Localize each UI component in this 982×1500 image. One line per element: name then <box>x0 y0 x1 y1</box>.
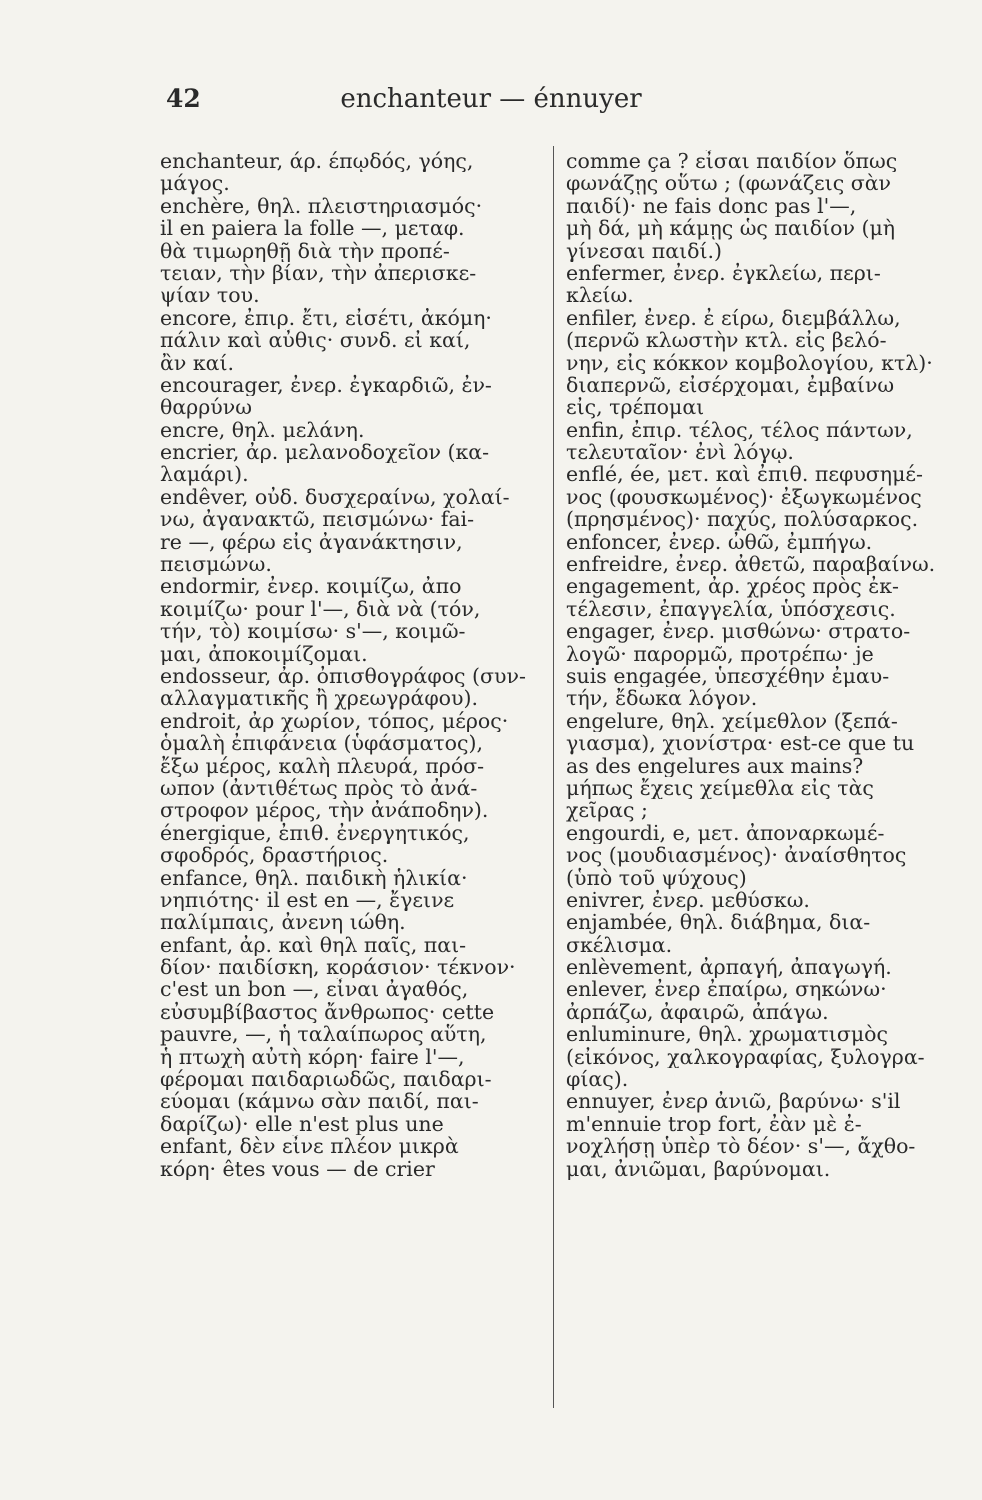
dictionary-line: enivrer, ἐνερ. μεθύσκω. <box>566 888 810 912</box>
dictionary-line: enfant, δὲν εἶνε πλέον μικρὰ <box>160 1135 459 1158</box>
dictionary-line: ἡ πτωχὴ αὐτὴ κόρη· faire l'—, <box>160 1045 465 1069</box>
page-number: 42 <box>166 84 201 113</box>
dictionary-line: énergique, ἐπιθ. ἐνεργητικός, <box>160 821 470 845</box>
dictionary-line: engourdi, e, μετ. ἀποναρκωμέ- <box>566 821 885 845</box>
dictionary-line: νος (φουσκωμένος)· ἐξωγκωμένος <box>566 485 922 509</box>
dictionary-line: γιασμα), χιονίστρα· est-ce que tu <box>566 732 915 755</box>
dictionary-line: enluminure, θηλ. χρωματισμὸς <box>566 1023 888 1046</box>
dictionary-line: enfoncer, ἐνερ. ὠθῶ, ἐμπήγω. <box>566 530 873 554</box>
dictionary-line: κλείω. <box>566 284 634 307</box>
dictionary-line: enlèvement, ἀρπαγή, ἀπαγωγή. <box>566 956 892 979</box>
dictionary-line: engager, ἐνερ. μισθώνω· στρατο- <box>566 620 911 643</box>
dictionary-line: μὴ δά, μὴ κάμῃς ὡς παιδίον (μὴ <box>566 217 896 240</box>
dictionary-line: endêver, οὐδ. δυσχεραίνω, χολαί- <box>160 485 510 509</box>
dictionary-line: ἔξω μέρος, καλὴ πλευρά, πρόσ- <box>160 754 485 777</box>
dictionary-line: πάλιν καὶ αὖθις· συνδ. εἰ καί, <box>160 329 471 352</box>
dictionary-line: παλίμπαις, ἀνενη ιώθη. <box>160 911 406 934</box>
dictionary-line: ψίαν του. <box>160 284 260 307</box>
dictionary-line: νω, ἀγανακτῶ, πεισμώνω· fai- <box>160 508 475 531</box>
dictionary-line: τέλεσιν, ἐπαγγελία, ὑπόσχεσις. <box>566 597 896 621</box>
dictionary-line: enjambée, θηλ. διάβημα, δια- <box>566 911 871 934</box>
running-head: enchanteur — énnuyer <box>340 84 642 114</box>
dictionary-line: enflé, ée, μετ. καὶ ἐπιθ. πεφυσημέ- <box>566 463 923 486</box>
dictionary-line: enfreidre, ἐνερ. ἀθετῶ, παραβαίνω. <box>566 553 936 576</box>
dictionary-line: endormir, ἐνερ. κοιμίζω, ἀπο <box>160 575 462 598</box>
dictionary-line: enchanteur, άρ. έπῳδός, γόης, <box>160 150 474 173</box>
dictionary-line: μήπως ἔχεις χείμεθλα εἰς τὰς <box>566 776 874 800</box>
dictionary-line: νην, εἰς κόκκον κομβολογίου, κτλ)· <box>566 351 933 374</box>
right-column <box>566 150 948 1180</box>
dictionary-line: κοιμίζω· pour l'—, διὰ νὰ (τόν, <box>160 597 481 621</box>
dictionary-line: c'est un bon —, εἶναι ἀγαθός, <box>160 978 469 1001</box>
dictionary-line: pauvre, —, ἡ ταλαίπωρος αὕτη, <box>160 1023 487 1046</box>
dictionary-line: λογῶ· παρορμῶ, προτρέπω· je <box>566 642 874 665</box>
dictionary-line: λαμάρι). <box>160 463 249 486</box>
dictionary-line: suis engagée, ὑπεσχέθην ἐμαυ- <box>566 664 890 688</box>
dictionary-line: αλλαγματικῆς ἢ χρεωγράφου). <box>160 687 478 710</box>
dictionary-line: σφοδρός, δραστήριος. <box>160 844 389 867</box>
dictionary-line: ennuyer, ἐνερ ἀνιῶ, βαρύνω· s'il <box>566 1090 901 1113</box>
dictionary-line: ἀρπάζω, ἀφαιρῶ, ἀπάγω. <box>566 1000 829 1024</box>
dictionary-line: endroit, ἀρ χωρίον, τόπος, μέρος· <box>160 709 509 733</box>
dictionary-line: ὁμαλὴ ἐπιφάνεια (ὑφάσματος), <box>160 732 483 755</box>
dictionary-line: νος (μουδιασμένος)· ἀναίσθητος <box>566 844 907 867</box>
left-column <box>160 150 542 1180</box>
dictionary-line: κόρη· êtes vous — de crier <box>160 1157 435 1180</box>
dictionary-line: encrier, ἀρ. μελανοδοχεῖον (κα- <box>160 441 490 464</box>
dictionary-line: engagement, ἀρ. χρέος πρὸς ἐκ- <box>566 575 899 598</box>
dictionary-line: enfant, ἀρ. καὶ θηλ παῖς, παι- <box>160 933 467 957</box>
dictionary-line: engelure, θηλ. χείμεθλον (ξεπά- <box>566 709 898 733</box>
dictionary-line: τήν, τὸ) κοιμίσω· s'—, κοιμῶ- <box>160 620 466 643</box>
dictionary-line: τειαν, τὴν βίαν, τὴν ἀπερισκε- <box>160 261 477 285</box>
dictionary-line: στροφον μέρος, τὴν ἀνάποδην). <box>160 799 489 822</box>
dictionary-line: φέρομαι παιδαριωδῶς, παιδαρι- <box>160 1068 492 1091</box>
dictionary-line: (εἰκόνος, χαλκογραφίας, ξυλογρα- <box>566 1045 925 1069</box>
dictionary-line: enfermer, ἐνερ. ἐγκλείω, περι- <box>566 261 881 285</box>
dictionary-line: (ὑπὸ τοῦ ψύχους) <box>566 866 747 889</box>
dictionary-line: enfance, θηλ. παιδικὴ ἡλικία· <box>160 866 468 889</box>
dictionary-line: χεῖρας ; <box>566 799 648 822</box>
dictionary-line: γίνεσαι παιδί.) <box>566 239 723 262</box>
dictionary-line: δίον· παιδίσκη, κοράσιον· τέκνον· <box>160 956 516 979</box>
dictionary-line: τελευταῖον· ἐνὶ λόγῳ. <box>566 441 794 464</box>
dictionary-line: enfin, ἐπιρ. τέλος, τέλος πάντων, <box>566 418 913 442</box>
dictionary-line: (περνῶ κλωστὴν κτλ. εἰς βελό- <box>566 329 887 352</box>
dictionary-line: comme ça ? εἶσαι παιδίον ὅπως <box>566 150 898 173</box>
dictionary-line: endosseur, ἀρ. ὀπισθογράφος (συν- <box>160 664 526 688</box>
dictionary-line: πεισμώνω. <box>160 553 272 576</box>
dictionary-line: ωπον (ἀντιθέτως πρὸς τὸ ἀνά- <box>160 776 478 800</box>
dictionary-line: νηπιότης· il est en —, ἔγεινε <box>160 888 455 912</box>
dictionary-line: ἂν καί. <box>160 351 235 374</box>
dictionary-line: m'ennuie trop fort, ἐὰν μὲ ἐ- <box>566 1112 862 1136</box>
dictionary-line: φίας). <box>566 1068 629 1091</box>
dictionary-line: θὰ τιμωρηθῇ διὰ τὴν προπέ- <box>160 239 450 262</box>
dictionary-line: τήν, ἔδωκα λόγον. <box>566 687 758 710</box>
dictionary-line: δαρίζω)· elle n'est plus une <box>160 1112 444 1136</box>
dictionary-line: as des engelures aux mains? <box>566 754 864 777</box>
dictionary-line: il en paiera la folle —, μεταφ. <box>160 217 465 240</box>
dictionary-line: εύομαι (κάμνω σὰν παιδί, παι- <box>160 1090 479 1113</box>
dictionary-line: εὐσυμβίβαστος ἄνθρωπος· cette <box>160 1000 495 1024</box>
dictionary-line: enfiler, ἐνερ. ἐ είρω, διεμβάλλω, <box>566 306 901 330</box>
dictionary-line: φωνάζῃς οὕτω ; (φωνάζεις σὰν <box>566 172 892 195</box>
dictionary-line: encore, ἐπιρ. ἔτι, εἰσέτι, ἀκόμη· <box>160 306 492 330</box>
dictionary-line: σκέλισμα. <box>566 933 673 957</box>
dictionary-line: μάγος. <box>160 172 230 195</box>
dictionary-line: παιδί)· ne fais donc pas l'—, <box>566 194 857 218</box>
dictionary-line: enchère, θηλ. πλειστηριασμός· <box>160 194 483 218</box>
dictionary-line: μαι, ἀνιῶμαι, βαρύνομαι. <box>566 1157 831 1180</box>
dictionary-line: enlever, ἐνερ ἐπαίρω, σηκώνω· <box>566 978 887 1001</box>
dictionary-line: encourager, ἐνερ. ἐγκαρδιῶ, ἐν- <box>160 373 492 397</box>
dictionary-line: re —, φέρω εἰς ἀγανάκτησιν, <box>160 530 463 554</box>
dictionary-line: νοχλήσῃ ὑπὲρ τὸ δέον· s'—, ἄχθο- <box>566 1135 916 1158</box>
dictionary-line: θαρρύνω <box>160 396 252 419</box>
dictionary-line: εἰς, τρέπομαι <box>566 396 705 419</box>
dictionary-line: μαι, ἀποκοιμίζομαι. <box>160 642 368 665</box>
dictionary-line: encre, θηλ. μελάνη. <box>160 418 365 442</box>
dictionary-line: διαπερνῶ, εἰσέρχομαι, ἐμβαίνω <box>566 373 895 397</box>
dictionary-line: (πρησμένος)· παχύς, πολύσαρκος. <box>566 508 919 531</box>
column-divider <box>553 146 554 1408</box>
